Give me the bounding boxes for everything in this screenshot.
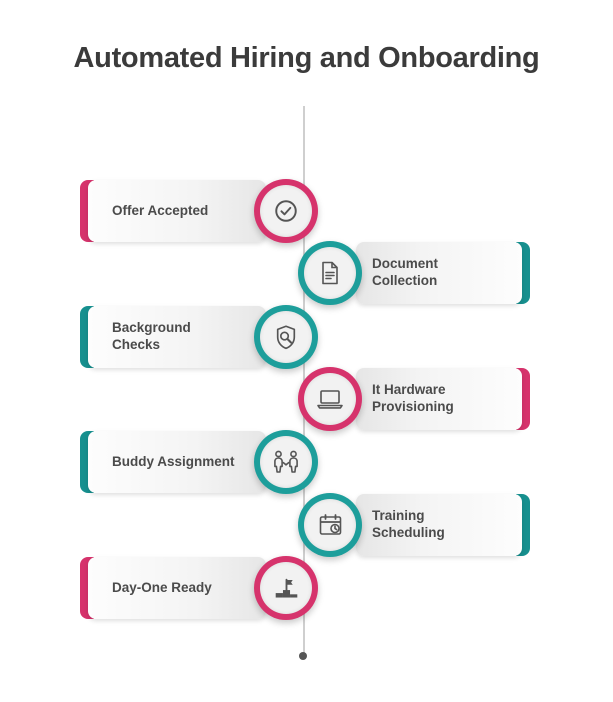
shield-search-icon bbox=[273, 324, 299, 351]
step-label: Training Scheduling bbox=[372, 508, 445, 540]
step-label: Day-One Ready bbox=[112, 579, 212, 595]
step-offer-accepted[interactable] bbox=[80, 180, 318, 242]
document-icon bbox=[318, 260, 342, 286]
step-buddy-assignment[interactable] bbox=[80, 431, 318, 493]
calendar-clock-icon bbox=[317, 512, 344, 538]
step-icon-badge bbox=[254, 179, 318, 243]
step-it-hardware-provisioning[interactable] bbox=[298, 368, 530, 430]
step-label: Document Collection bbox=[372, 256, 439, 288]
step-icon-badge bbox=[254, 305, 318, 369]
step-label: Offer Accepted bbox=[112, 202, 209, 218]
step-day-one-ready[interactable] bbox=[80, 557, 318, 619]
page-title: Automated Hiring and Onboarding bbox=[73, 42, 540, 74]
step-label: Buddy Assignment bbox=[112, 453, 235, 469]
timeline-end-dot bbox=[299, 652, 307, 660]
step-icon-badge bbox=[254, 556, 318, 620]
step-icon-badge bbox=[254, 430, 318, 494]
podium-flag-icon bbox=[273, 576, 300, 601]
laptop-icon bbox=[316, 387, 344, 411]
step-label: It Hardware Provisioning bbox=[372, 382, 454, 414]
step-label: Background Checks bbox=[112, 320, 191, 352]
step-icon-badge bbox=[298, 241, 362, 305]
step-icon-badge bbox=[298, 493, 362, 557]
check-circle-icon bbox=[273, 198, 299, 224]
step-document-collection[interactable] bbox=[298, 242, 530, 304]
step-background-checks[interactable] bbox=[80, 306, 318, 368]
handshake-people-icon bbox=[271, 449, 301, 475]
step-icon-badge bbox=[298, 367, 362, 431]
step-training-scheduling[interactable] bbox=[298, 494, 530, 556]
